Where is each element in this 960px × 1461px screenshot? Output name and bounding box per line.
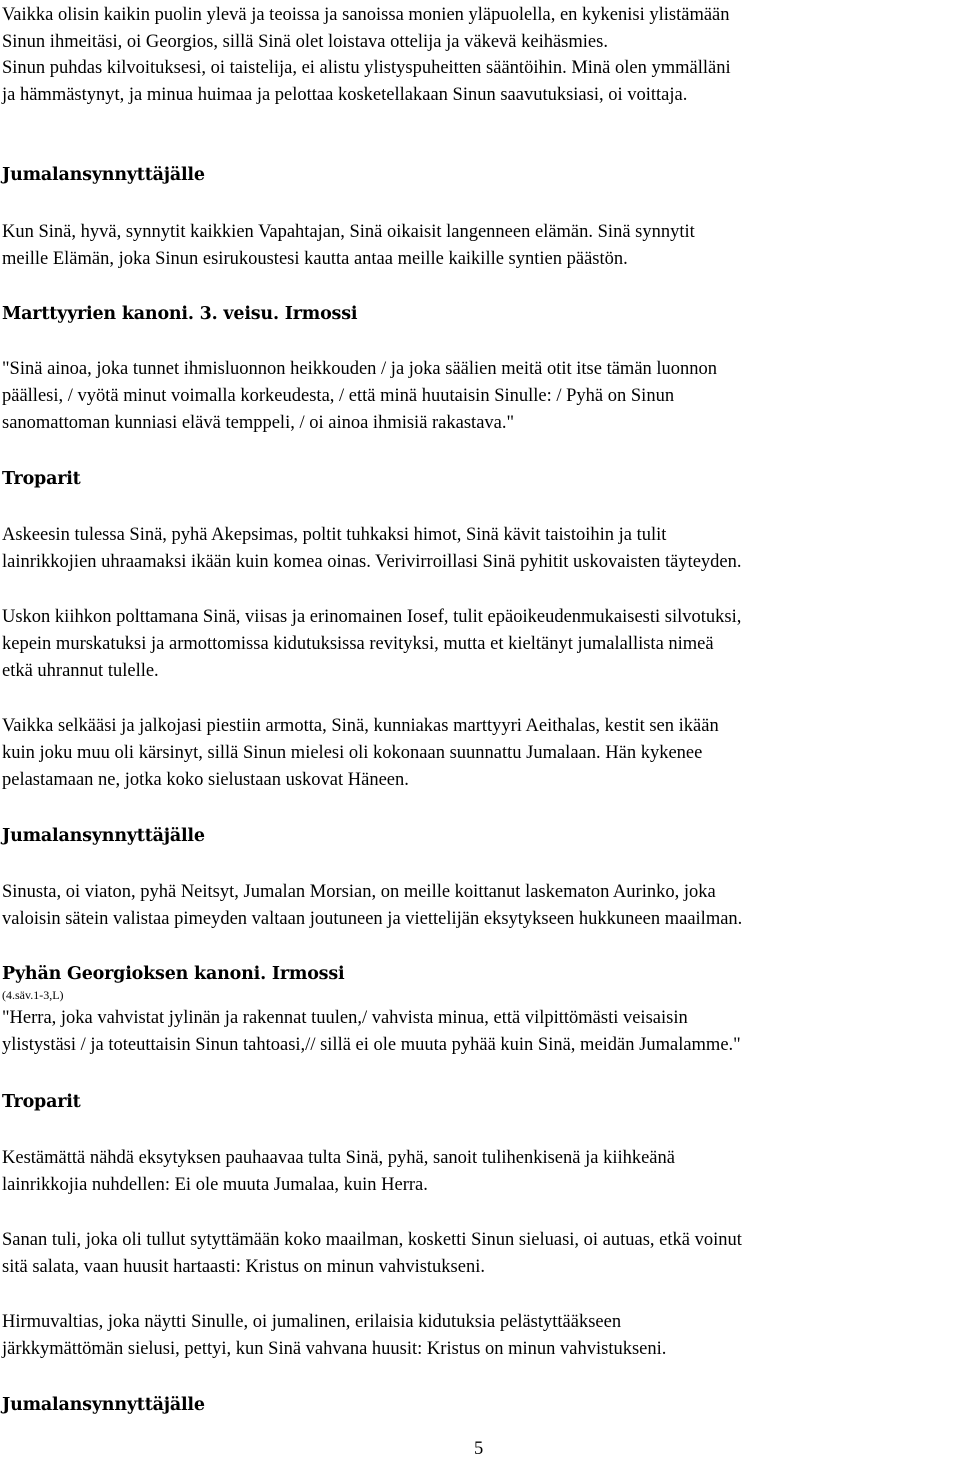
paragraph	[2, 713, 958, 794]
tone-note: (4.säv.1-3,L)	[2, 988, 64, 1002]
section-heading: Pyhän Georgioksen kanoni. Irmossi	[2, 964, 345, 984]
paragraph	[2, 356, 958, 437]
paragraph	[2, 879, 958, 933]
text-line: Sinun puhdas kilvoituksesi, oi taistelija, ei alistu ylistyspuheitten sääntöihin. Minä olen ymmälläni	[2, 58, 731, 78]
paragraph	[2, 1005, 958, 1059]
text-line: ja hämmästynyt, ja minua huimaa ja pelottaa kosketellakaan Sinun saavutuksiasi, oi voittaja.	[2, 85, 688, 105]
text-line: Sinusta, oi viaton, pyhä Neitsyt, Jumalan Morsian, on meille koittanut laskematon Aurinko, joka	[2, 882, 716, 902]
paragraph	[2, 604, 958, 685]
section-heading: Jumalansynnyttäjälle	[2, 165, 205, 185]
section-heading: Troparit	[2, 1092, 81, 1112]
paragraph	[2, 2, 958, 56]
section-heading: Troparit	[2, 469, 81, 489]
paragraph	[2, 1227, 958, 1281]
section-heading: Jumalansynnyttäjälle	[2, 826, 205, 846]
text-line: Vaikka olisin kaikin puolin ylevä ja teoissa ja sanoissa monien yläpuolella, en kykenisi ylistämään	[2, 5, 730, 25]
paragraph	[2, 219, 958, 273]
text-line: "Herra, joka vahvistat jylinän ja rakennat tuulen,/ vahvista minua, että vilpittömästi veisaisin	[2, 1008, 688, 1028]
text-line: sitä salata, vaan huusit hartaasti: Kristus on minun vahvistukseni.	[2, 1257, 485, 1277]
text-line: järkkymättömän sielusi, pettyi, kun Sinä vahvana huusit: Kristus on minun vahvistukseni.	[2, 1339, 667, 1359]
text-line: Sanan tuli, joka oli tullut sytyttämään koko maailman, kosketti Sinun sieluasi, oi autuas, etkä voinut	[2, 1230, 742, 1250]
section-heading: Marttyyrien kanoni. 3. veisu. Irmossi	[2, 304, 358, 324]
page-number: 5	[474, 1439, 484, 1459]
text-line: kuin joku muu oli kärsinyt, sillä Sinun mielesi oli kokonaan suunnattu Jumalaan. Hän kykenee	[2, 743, 703, 763]
paragraph	[2, 1145, 958, 1199]
text-line: valoisin sätein valistaa pimeyden valtaan joutuneen ja viettelijän eksytykseen hukkuneen maailman.	[2, 909, 743, 929]
text-line: kepein murskatuksi ja armottomissa kidutuksissa revityksi, mutta et kieltänyt jumalallista nimeä	[2, 634, 714, 654]
text-line: Askeesin tulessa Sinä, pyhä Akepsimas, poltit tuhkaksi himot, Sinä kävit taistoihin ja tulit	[2, 525, 667, 545]
text-line: meille Elämän, joka Sinun esirukoustesi kautta antaa meille kaikille syntien päästön.	[2, 249, 628, 269]
text-line: ylistystäsi / ja toteuttaisin Sinun tahtoasi,// sillä ei ole muuta pyhää kuin Sinä, meidän Jumalamme."	[2, 1035, 741, 1055]
section-heading: Jumalansynnyttäjälle	[2, 1395, 205, 1415]
text-line: pelastamaan ne, jotka koko sielustaan uskovat Häneen.	[2, 770, 409, 790]
text-line: lainrikkojien uhraamaksi ikään kuin komea oinas. Verivirroillasi Sinä pyhitit uskovaisten täyteyden.	[2, 552, 742, 572]
paragraph	[2, 1309, 958, 1363]
text-line: lainrikkojia nuhdellen: Ei ole muuta Jumalaa, kuin Herra.	[2, 1175, 428, 1195]
text-line: Hirmuvaltias, joka näytti Sinulle, oi jumalinen, erilaisia kidutuksia pelästyttääkseen	[2, 1312, 622, 1332]
text-line: Kun Sinä, hyvä, synnytit kaikkien Vapahtajan, Sinä oikaisit langenneen elämän. Sinä synnytit	[2, 222, 695, 242]
text-line: päällesi, / vyötä minut voimalla korkeudesta, / että minä huutaisin Sinulle: / Pyhä on Sinun	[2, 386, 675, 406]
text-line: etkä uhrannut tulelle.	[2, 661, 159, 681]
text-line: Uskon kiihkon polttamana Sinä, viisas ja erinomainen Iosef, tulit epäoikeudenmukaisesti silvotuksi,	[2, 607, 742, 627]
text-line: Sinun ihmeitäsi, oi Georgios, sillä Sinä olet loistava ottelija ja väkevä keihäsmies.	[2, 32, 608, 52]
text-line: Vaikka selkääsi ja jalkojasi piestiin armotta, Sinä, kunniakas marttyyri Aeithalas, kestit sen ikään	[2, 716, 719, 736]
text-line: Kestämättä nähdä eksytyksen pauhaavaa tulta Sinä, pyhä, sanoit tulihenkisenä ja kiihkeänä	[2, 1148, 675, 1168]
paragraph	[2, 522, 958, 576]
paragraph	[2, 55, 958, 109]
text-line: sanomattoman kunniasi elävä temppeli, / oi ainoa ihmisiä rakastava."	[2, 413, 515, 433]
text-line: "Sinä ainoa, joka tunnet ihmisluonnon heikkouden / ja joka säälien meitä otit itse tämän luonnon	[2, 359, 718, 379]
